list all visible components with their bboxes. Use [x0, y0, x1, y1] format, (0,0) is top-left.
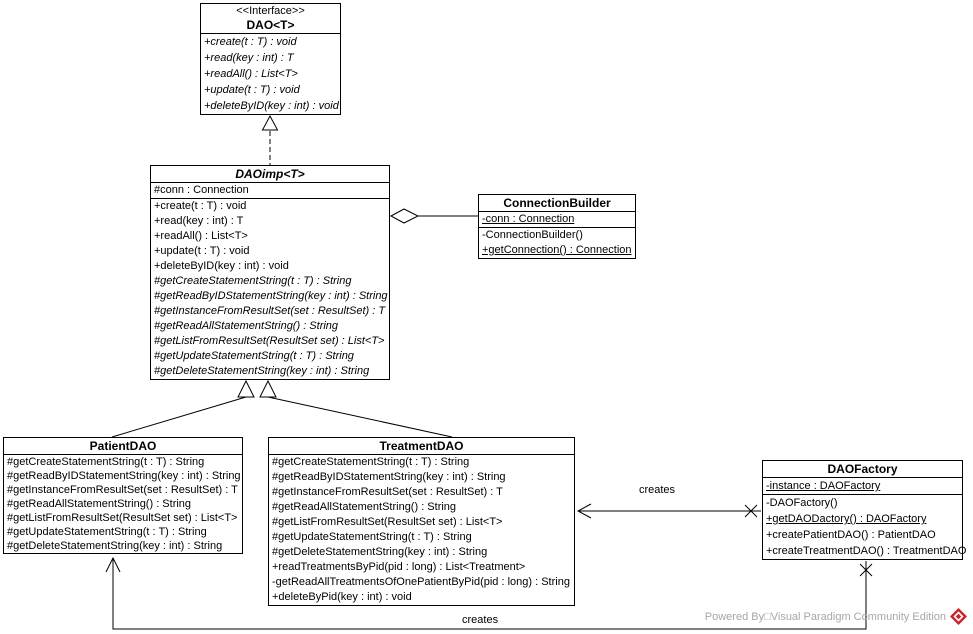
class-name: PatientDAO: [4, 438, 242, 455]
attributes-compartment: [151, 183, 389, 199]
uml-member: #getReadByIDStatementString(key : int) : String: [272, 471, 506, 483]
class-box-treatmentdao[interactable]: [268, 437, 575, 606]
uml-member: #getInstanceFromResultSet(set : ResultSet) : T: [154, 305, 386, 317]
attributes-compartment: [763, 478, 962, 495]
methods-compartment: [479, 228, 635, 258]
uml-member: +deleteByID(key : int) : void: [204, 100, 339, 112]
methods-compartment: [201, 34, 340, 114]
uml-member: +createTreatmentDAO() : TreatmentDAO: [766, 545, 967, 557]
uml-member: #getInstanceFromResultSet(set : ResultSet) : T: [7, 484, 238, 496]
class-box-patientdao[interactable]: [3, 437, 243, 554]
methods-compartment: [763, 495, 967, 559]
uml-member: #getReadAllStatementString() : String: [272, 501, 457, 513]
class-box-daoimp[interactable]: [150, 165, 390, 380]
aggregation-connector-daoimp-connectionbuilder[interactable]: [391, 209, 478, 223]
uml-member: #getCreateStatementString(t : T) : String: [7, 456, 205, 468]
visual-paradigm-logo-icon: [950, 608, 967, 625]
watermark-text: Powered By□Visual Paradigm Community Edition: [704, 610, 946, 623]
uml-member: +deleteByID(key : int) : void: [154, 260, 289, 272]
uml-member: #getReadAllStatementString() : String: [7, 498, 192, 510]
methods-compartment: [269, 455, 574, 605]
uml-member: #getReadByIDStatementString(key : int) : String: [154, 290, 388, 302]
class-title: [201, 4, 340, 34]
uml-member: +getConnection() : Connection: [482, 244, 632, 256]
class-name: DAOimp<T>: [151, 166, 389, 183]
class-name: ConnectionBuilder: [479, 195, 635, 212]
uml-member: #getDeleteStatementString(key : int) : String: [154, 365, 370, 377]
uml-member: +create(t : T) : void: [204, 36, 297, 48]
uml-member: #getCreateStatementString(t : T) : String: [154, 275, 352, 287]
realization-connector-daoimp-to-dao[interactable]: [263, 116, 278, 165]
attributes-compartment: [479, 212, 635, 228]
uml-member: +read(key : int) : T: [204, 52, 294, 64]
edge-label-creates-right: creates: [638, 484, 676, 496]
uml-member: +update(t : T) : void: [204, 84, 300, 96]
uml-member: -conn : Connection: [482, 213, 575, 225]
uml-member: +update(t : T) : void: [154, 245, 250, 257]
class-box-daofactory[interactable]: [762, 460, 967, 560]
uml-member: -instance : DAOFactory: [766, 480, 881, 492]
uml-member: #getListFromResultSet(ResultSet set) : List<T>: [272, 516, 503, 528]
uml-member: #getReadAllStatementString() : String: [154, 320, 339, 332]
uml-member: #getCreateStatementString(t : T) : String: [272, 456, 470, 468]
methods-compartment: [151, 199, 389, 379]
uml-member: -DAOFactory(): [766, 497, 838, 509]
creates-connector-daofactory-to-treatmentdao[interactable]: [578, 504, 761, 518]
uml-member: #getReadByIDStatementString(key : int) : String: [7, 470, 241, 482]
uml-member: #getListFromResultSet(ResultSet set) : List<T>: [7, 512, 238, 524]
class-stereotype: <<Interface>>: [236, 5, 305, 17]
uml-member: +getDAODactory() : DAOFactory: [766, 513, 927, 525]
class-name: TreatmentDAO: [269, 438, 574, 455]
uml-member: #getDeleteStatementString(key : int) : String: [7, 540, 223, 552]
watermark: [705, 608, 967, 625]
uml-member: +read(key : int) : T: [154, 215, 244, 227]
uml-member: +readAll() : List<T>: [154, 230, 248, 242]
uml-member: #conn : Connection: [154, 184, 249, 196]
generalization-connector-treatmentdao-to-daoimp[interactable]: [260, 381, 452, 437]
class-box-dao-interface[interactable]: [200, 3, 341, 115]
uml-member: +deleteByPid(key : int) : void: [272, 591, 412, 603]
uml-member: #getListFromResultSet(ResultSet set) : List<T>: [154, 335, 385, 347]
uml-member: -getReadAllTreatmentsOfOnePatientByPid(pid : long) : String: [272, 576, 570, 588]
uml-member: +readTreatmentsByPid(pid : long) : List<Treatment>: [272, 561, 526, 573]
uml-member: #getDeleteStatementString(key : int) : String: [272, 546, 488, 558]
uml-member: #getUpdateStatementString(t : T) : String: [154, 350, 354, 362]
generalization-connector-patientdao-to-daoimp[interactable]: [112, 381, 254, 437]
class-name: DAOFactory: [763, 461, 962, 478]
uml-member: -ConnectionBuilder(): [482, 229, 583, 241]
class-box-connectionbuilder[interactable]: [478, 194, 636, 259]
uml-member: #getUpdateStatementString(t : T) : String: [272, 531, 472, 543]
edge-label-creates-bottom: creates: [462, 614, 499, 626]
uml-member: +readAll() : List<T>: [204, 68, 298, 80]
uml-member: #getUpdateStatementString(t : T) : String: [7, 526, 207, 538]
uml-member: +create(t : T) : void: [154, 200, 247, 212]
uml-member: #getInstanceFromResultSet(set : ResultSet) : T: [272, 486, 503, 498]
methods-compartment: [4, 455, 242, 553]
class-name: DAO<T>: [246, 18, 295, 32]
uml-member: +createPatientDAO() : PatientDAO: [766, 529, 936, 541]
